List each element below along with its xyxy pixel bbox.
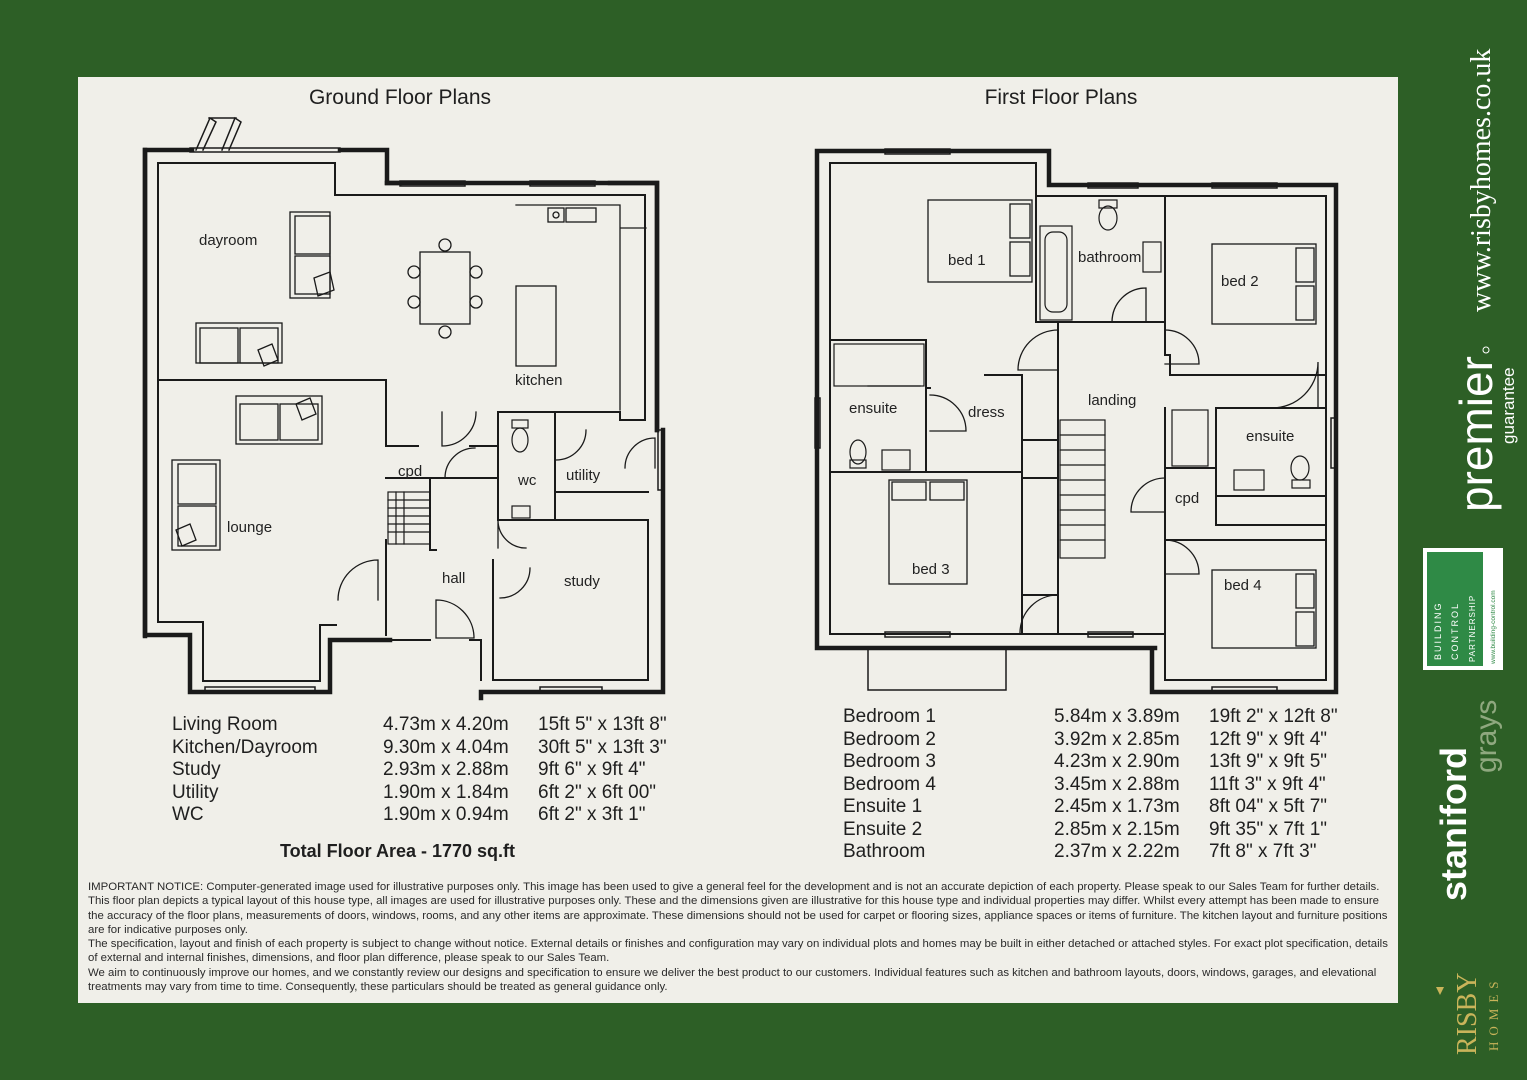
bcp-line-1: BUILDING: [1433, 601, 1443, 660]
first-floor-plan: [815, 149, 1336, 692]
room-label-bed3: bed 3: [912, 561, 950, 578]
dining-table: [408, 239, 482, 338]
room-label-ensuite-2: ensuite: [1246, 428, 1295, 445]
room-label-study: study: [564, 573, 600, 590]
dim-metric: 4.73m x 4.20m: [383, 714, 509, 735]
dim-room: Kitchen/Dayroom: [172, 736, 318, 758]
dim-room: Bedroom 3: [843, 751, 936, 772]
dim-room: Bedroom 4: [843, 773, 936, 795]
dim-room: Bedroom 1: [843, 706, 936, 727]
guarantee-text: guarantee: [1499, 367, 1518, 444]
dim-room: WC: [172, 804, 204, 825]
ground-floor-plan: [145, 118, 663, 698]
dimension-row: [843, 841, 1338, 864]
room-label-ensuite-1: ensuite: [849, 400, 898, 417]
notice-paragraph-1: IMPORTANT NOTICE: Computer-generated image used for illustrative purposes only. This image has been used to give a general feel for the development and is not an accurate depiction of each property. Please speak to our Sales Team for further details. This floor plan depicts a typical layout of this house type, all images are used for illustrative purposes only. These and the dimensions given are illustrative for this house type and individual properties may differ. Whilst every attempt has been made to ensure the accuracy of the floor plans, measurements of doors, windows, rooms, and any other items are approximate. These dimensions should not be used for carpet or flooring sizes, appliance spaces or items of furniture. The kitchen layout and furniture positions are for indicative purposes only.: [88, 881, 1388, 936]
first-floor-dimensions: [843, 706, 1338, 864]
dimension-row: [172, 737, 667, 760]
dim-imperial: 19ft 2" x 12ft 8": [1209, 706, 1338, 727]
dimension-row: [843, 819, 1338, 842]
homes-text: HOMES: [1486, 975, 1501, 1051]
dim-imperial: 30ft 5" x 13ft 3": [538, 736, 667, 758]
dimension-row: [843, 706, 1338, 729]
gf-stairs: [388, 492, 430, 544]
risby-text: RISBY: [1452, 972, 1483, 1055]
dimension-row: [172, 714, 667, 737]
dim-metric: 4.23m x 2.90m: [1054, 751, 1180, 772]
room-label-landing: landing: [1088, 392, 1137, 409]
ff-inner-walls: [830, 163, 1326, 680]
dim-metric: 2.93m x 2.88m: [383, 759, 509, 780]
grays-text: grays: [1470, 699, 1503, 773]
bcp-url: www.building-control.com: [1490, 590, 1497, 664]
important-notice: [88, 880, 1388, 994]
room-label-bed1: bed 1: [948, 252, 986, 269]
bcp-line-2: CONTROL: [1450, 601, 1460, 660]
room-label-dayroom: dayroom: [199, 232, 258, 249]
dim-imperial: 15ft 5" x 13ft 8": [538, 714, 667, 735]
dimension-row: [843, 751, 1338, 774]
room-label-lounge: lounge: [227, 519, 273, 536]
dim-room: Bathroom: [843, 841, 926, 862]
ff-outer-wall: [817, 151, 1336, 692]
dim-room: Ensuite 1: [843, 796, 923, 817]
dim-metric: 1.90m x 0.94m: [383, 804, 509, 825]
room-label-cpd-first: cpd: [1175, 490, 1200, 507]
dimension-row: [843, 774, 1338, 797]
dimension-row: [843, 729, 1338, 752]
website-url[interactable]: www.risbyhomes.co.uk: [1466, 48, 1497, 312]
ground-floor-title: Ground Floor Plans: [308, 86, 492, 109]
dim-imperial: 12ft 9" x 9ft 4": [1209, 728, 1328, 750]
dim-metric: 2.45m x 1.73m: [1054, 796, 1180, 817]
dim-metric: 5.84m x 3.89m: [1054, 706, 1180, 727]
dim-imperial: 9ft 6" x 9ft 4": [538, 759, 646, 780]
gf-windows: [190, 148, 663, 692]
first-floor-title: First Floor Plans: [984, 86, 1138, 109]
bcp-line-3: PARTNERSHIP: [1468, 594, 1477, 662]
dim-room: Study: [172, 759, 221, 780]
dim-imperial: 13ft 9" x 9ft 5": [1209, 751, 1328, 772]
room-label-wc: wc: [518, 472, 537, 489]
total-floor-area: Total Floor Area - 1770 sq.ft: [280, 841, 516, 861]
dimension-row: [172, 759, 667, 782]
dim-room: Bedroom 2: [843, 728, 936, 750]
dim-metric: 2.37m x 2.22m: [1054, 841, 1180, 862]
room-label-utility: utility: [566, 467, 601, 484]
room-label-hall: hall: [442, 570, 466, 587]
dimension-row: [172, 804, 667, 827]
dimension-row: [172, 782, 667, 805]
notice-paragraph-2: The specification, layout and finish of each property is subject to change without notice. External details or finishes and configuration may vary on individual plots and homes may be built in either detached or attached styles. For exact plot specification, details of external and internal finishes, dimensions, and floor plan difference, please speak to our Sales Team.: [88, 938, 1388, 965]
dim-imperial: 6ft 2" x 3ft 1": [538, 804, 646, 825]
dim-metric: 1.90m x 1.84m: [383, 781, 509, 803]
premier-text: premier: [1450, 356, 1502, 512]
dim-room: Living Room: [172, 714, 278, 735]
dimension-row: [843, 796, 1338, 819]
dim-imperial: 6ft 2" x 6ft 00": [538, 781, 657, 803]
bifold-door-icon: [196, 118, 241, 150]
dim-metric: 2.85m x 2.15m: [1054, 818, 1180, 840]
dim-room: Utility: [172, 781, 219, 803]
dim-metric: 3.92m x 2.85m: [1054, 728, 1180, 750]
room-label-bathroom: bathroom: [1078, 249, 1142, 266]
room-label-bed4: bed 4: [1224, 577, 1262, 594]
dim-imperial: 8ft 04" x 5ft 7": [1209, 796, 1328, 817]
dim-room: Ensuite 2: [843, 818, 923, 840]
dim-imperial: 7ft 8" x 7ft 3": [1209, 841, 1317, 862]
wc-fittings: [512, 420, 530, 518]
room-label-dress: dress: [968, 404, 1005, 421]
notice-paragraph-3: We aim to continuously improve our homes, and we constantly review our designs and specification to ensure we deliver the best product to our customers. Individual features such as kitchen and bathroom layouts, doors, windows, garages, and elevational treatments may vary from time to time. Consequently, these particulars should be treated as general guidance only.: [88, 966, 1377, 994]
ff-stairs: [1060, 420, 1105, 558]
room-label-kitchen: kitchen: [515, 372, 563, 389]
dim-metric: 9.30m x 4.04m: [383, 736, 509, 758]
dim-metric: 3.45m x 2.88m: [1054, 773, 1180, 795]
ground-floor-dimensions: [172, 714, 667, 827]
dim-imperial: 9ft 35" x 7ft 1": [1209, 818, 1328, 840]
room-label-cpd: cpd: [398, 463, 423, 480]
staniford-text: staniford: [1433, 746, 1474, 901]
dim-imperial: 11ft 3" x 9ft 4": [1209, 773, 1326, 795]
room-label-bed2: bed 2: [1221, 273, 1259, 290]
